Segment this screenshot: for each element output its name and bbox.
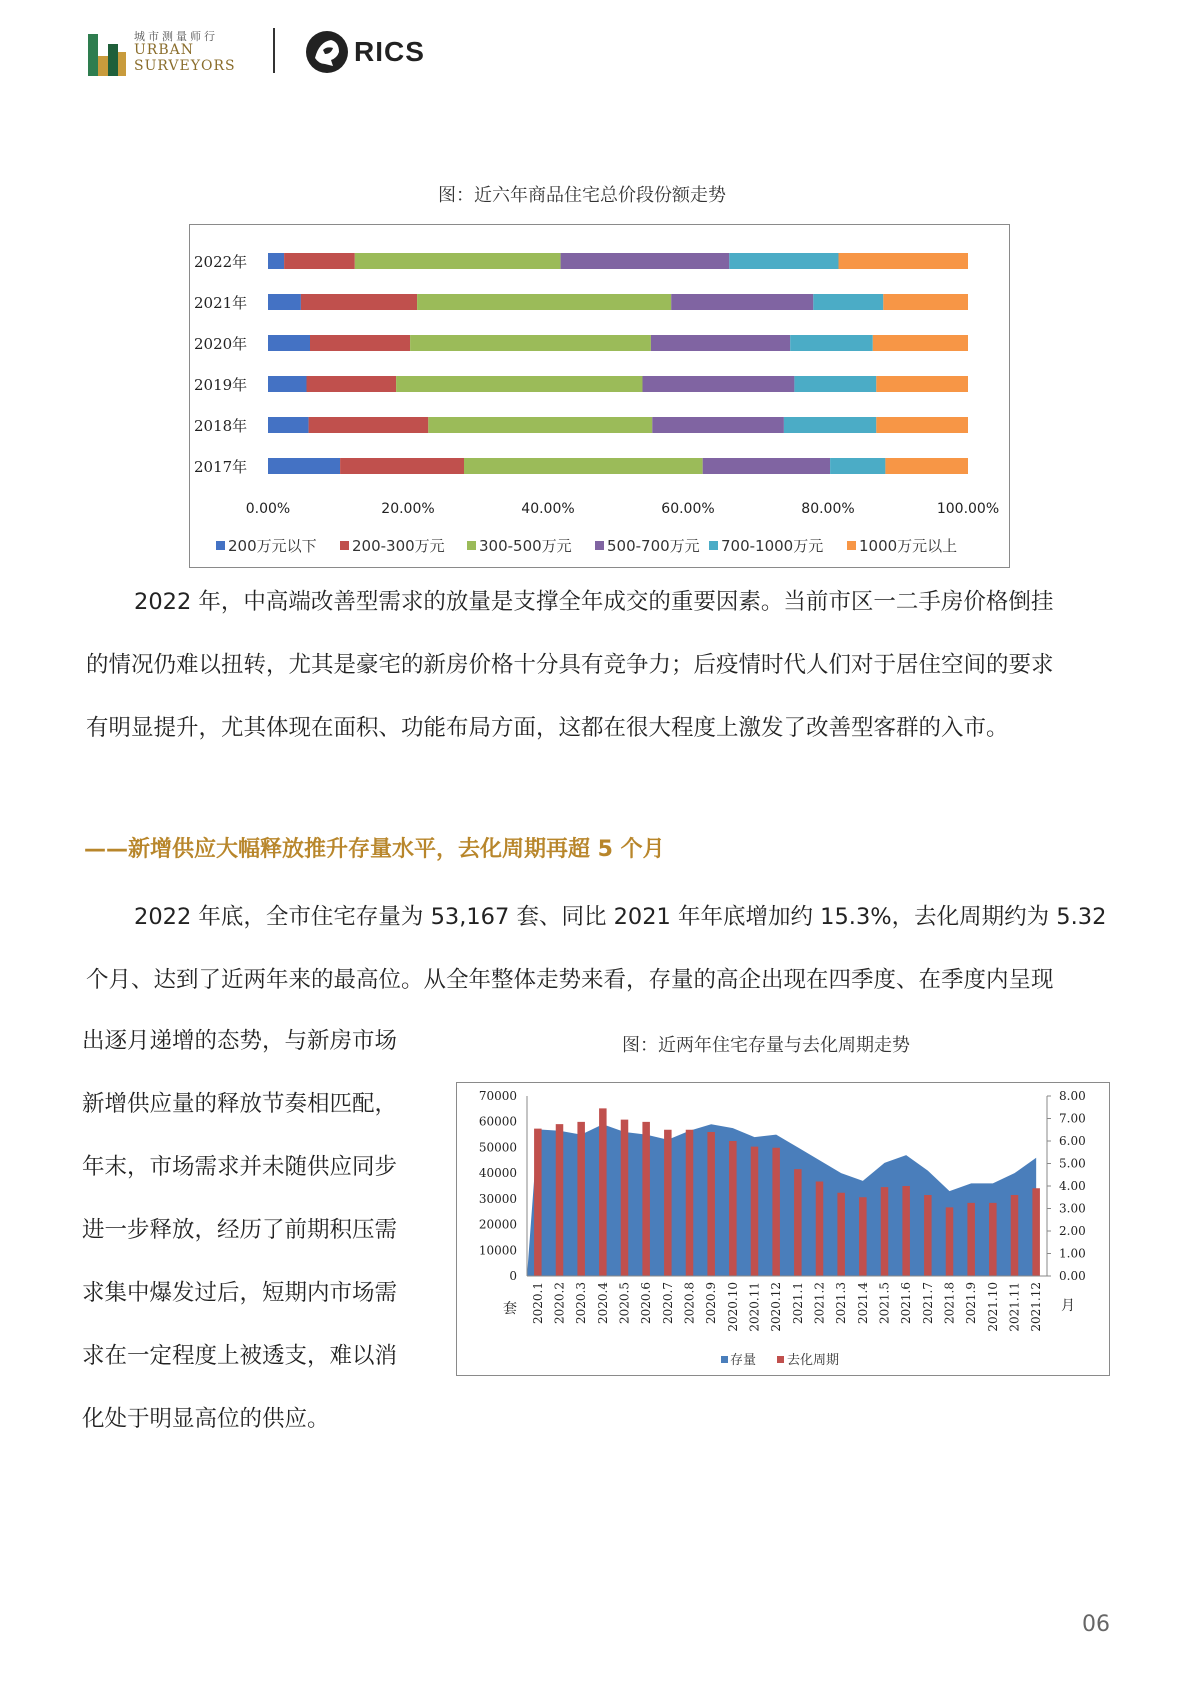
right-tick-label: 1.00 [1059,1246,1086,1261]
bar-category-label: 2017年 [194,458,248,476]
right-tick-label: 5.00 [1059,1156,1086,1171]
x-category-label: 2021.1 [790,1282,805,1324]
x-category-label: 2021.6 [899,1282,914,1324]
absorption-bar [946,1207,954,1276]
x-category-label: 2020.9 [704,1282,719,1324]
bar-category-label: 2022年 [194,253,248,271]
header-divider [273,28,275,73]
x-category-label: 2021.3 [834,1282,849,1324]
x-category-label: 2020.5 [617,1282,632,1324]
absorption-bar [686,1130,694,1276]
absorption-bar [1011,1195,1019,1276]
absorption-bar [534,1129,542,1276]
left-tick-label: 0 [509,1269,517,1283]
right-axis-unit-label: 月 [1061,1298,1075,1314]
bar-category-label: 2018年 [194,417,248,435]
right-tick-label: 0.00 [1059,1269,1086,1283]
x-category-label: 2021.10 [985,1282,1000,1332]
x-category-label: 2021.8 [942,1282,957,1324]
side-text-line-1: 出逐月递增的态势，与新房市场 [82,1028,398,1054]
absorption-bar [967,1203,975,1276]
x-category-label: 2021.11 [1007,1282,1022,1332]
absorption-bar [577,1122,585,1276]
legend-label: 200-300万元 [352,537,445,555]
stacked-bar-segment [839,253,969,269]
stacked-bar-segment [268,417,309,433]
stacked-bar-segment [830,458,885,474]
figure2-frame [456,1082,1110,1376]
paragraph-2 [86,886,1126,1012]
absorption-bar [556,1124,564,1276]
legend-label: 去化周期 [787,1353,840,1368]
legend-label: 300-500万元 [479,537,572,555]
side-text-line-5: 求集中爆发过后，短期内市场需 [82,1280,398,1306]
stacked-bar-segment [307,376,397,392]
stacked-bar-segment [410,335,651,351]
x-category-label: 2020.4 [595,1282,610,1324]
right-tick-label: 2.00 [1059,1224,1086,1238]
x-category-label: 2021.5 [877,1282,892,1324]
stacked-bar-segment [464,458,703,474]
left-axis-unit-label: 套 [503,1301,517,1317]
paragraph-1-line-1: 2022 年，中高端改善型需求的放量是支撑全年成交的重要因素。当前市区一二手房价格倒挂 [134,589,1054,615]
legend-swatch [216,541,225,550]
absorption-bar [751,1147,759,1276]
legend-label: 200万元以下 [228,537,317,555]
bar-category-label: 2021年 [194,294,248,312]
paragraph-2-line-1: 2022 年底，全市住宅存量为 53,167 套、同比 2021 年年底增加约 15.3%，去化周期约为 5.32 [134,904,1107,930]
rics-logo-text: RICS [354,36,425,67]
absorption-bar [881,1187,889,1276]
absorption-bar [924,1195,932,1276]
legend-swatch [847,541,856,550]
stacked-bar-segment [784,417,876,433]
stacked-bar-segment [396,376,642,392]
x-tick-label: 60.00% [661,501,715,517]
x-category-label: 2020.12 [769,1282,784,1332]
side-text [82,1010,442,1451]
stacked-bar-segment [671,294,813,310]
stacked-bar-segment [309,417,429,433]
left-tick-label: 20000 [478,1217,517,1232]
right-tick-label: 3.00 [1059,1201,1086,1216]
stock-and-absorption-chart [457,1083,1109,1375]
stacked-bar-segment [876,376,968,392]
absorption-bar [707,1132,715,1276]
x-category-label: 2020.8 [682,1282,697,1324]
section-heading: ——新增供应大幅释放推升存量水平，去化周期再超 5 个月 [84,837,665,862]
x-tick-label: 20.00% [381,501,435,517]
stacked-bar-segment [355,253,561,269]
absorption-bar [989,1203,997,1276]
absorption-bar [902,1186,910,1276]
stacked-bar-segment [813,294,883,310]
stacked-bar-segment [885,458,968,474]
x-tick-label: 0.00% [245,501,291,517]
legend-swatch [340,541,349,550]
right-tick-label: 6.00 [1059,1134,1086,1148]
right-tick-label: 4.00 [1059,1179,1086,1193]
left-tick-label: 70000 [478,1089,517,1103]
legend-swatch [467,541,476,550]
stacked-bar-segment [883,294,968,310]
absorption-bar [816,1182,824,1277]
left-tick-label: 30000 [478,1191,517,1206]
absorption-bar [794,1169,802,1276]
bar-category-label: 2019年 [194,376,248,394]
stacked-bar-chart [190,225,1009,567]
absorption-bar [772,1148,780,1276]
paragraph-1-line-2: 的情况仍难以扭转，尤其是豪宅的新房价格十分具有竞争力；后疫情时代人们对于居住空间的要求 [86,652,1054,678]
x-category-label: 2020.10 [725,1282,740,1332]
legend-label: 700-1000万元 [721,537,824,555]
side-text-line-7: 化处于明显高位的供应。 [82,1406,330,1432]
x-category-label: 2021.2 [812,1282,827,1324]
legend-swatch [777,1356,784,1363]
x-category-label: 2020.1 [530,1282,545,1324]
absorption-bar [729,1141,737,1276]
absorption-bar [859,1197,867,1276]
brand-en-line1: URBAN [134,42,194,58]
stacked-bar-segment [268,376,307,392]
paragraph-1 [86,571,1126,760]
absorption-bar [1032,1188,1040,1276]
stacked-bar-segment [652,417,784,433]
brand-cn-name: 城市测量师行 [134,30,218,43]
bar-category-label: 2020年 [194,335,248,353]
figure1-frame [189,224,1010,568]
stacked-bar-segment [268,294,301,310]
figure2-title: 图：近两年住宅存量与去化周期走势 [622,1035,910,1056]
page-number: 06 [1082,1612,1110,1637]
stacked-bar-segment [794,376,876,392]
paragraph-2-line-2: 个月、达到了近两年来的最高位。从全年整体走势来看，存量的高企出现在四季度、在季度内呈现 [86,967,1054,993]
stacked-bar-segment [643,376,795,392]
absorption-bar [599,1108,607,1276]
legend-label: 500-700万元 [607,537,700,555]
absorption-bar [642,1122,650,1276]
x-category-label: 2020.3 [574,1282,589,1324]
stacked-bar-segment [790,335,873,351]
stacked-bar-segment [284,253,355,269]
urban-surveyors-logo-mark [86,30,130,80]
left-tick-label: 10000 [478,1243,517,1258]
x-tick-label: 40.00% [521,501,575,517]
left-tick-label: 60000 [478,1114,517,1129]
left-tick-label: 40000 [478,1166,517,1181]
side-text-line-2: 新增供应量的释放节奏相匹配， [82,1091,398,1117]
legend-swatch [709,541,718,550]
x-category-label: 2020.7 [660,1282,675,1324]
stacked-bar-segment [310,335,410,351]
legend-label: 1000万元以上 [859,537,958,555]
x-category-label: 2020.2 [552,1282,567,1324]
left-tick-label: 50000 [478,1140,517,1155]
side-text-line-6: 求在一定程度上被透支，难以消 [82,1343,398,1369]
brand-en-line2: SURVEYORS [134,58,236,74]
stacked-bar-segment [876,417,968,433]
absorption-bar [664,1130,672,1276]
stacked-bar-segment [268,335,310,351]
legend-label: 存量 [730,1353,757,1368]
x-tick-label: 80.00% [801,501,855,517]
stacked-bar-segment [268,458,340,474]
figure1-title: 图：近六年商品住宅总价段份额走势 [438,185,726,206]
x-category-label: 2021.4 [855,1282,870,1324]
side-text-line-3: 年末，市场需求并未随供应同步 [82,1154,398,1180]
stacked-bar-segment [729,253,838,269]
stacked-bar-segment [268,253,284,269]
stacked-bar-segment [561,253,730,269]
right-tick-label: 8.00 [1059,1089,1086,1103]
legend-swatch [595,541,604,550]
right-tick-label: 7.00 [1059,1111,1086,1126]
x-category-label: 2020.6 [639,1282,654,1324]
absorption-bar [621,1120,629,1276]
stacked-bar-segment [340,458,464,474]
stacked-bar-segment [703,458,830,474]
stacked-bar-segment [301,294,417,310]
x-category-label: 2021.12 [1029,1282,1044,1332]
side-text-line-4: 进一步释放，经历了前期积压需 [82,1217,398,1243]
x-category-label: 2021.7 [920,1282,935,1324]
x-category-label: 2021.9 [964,1282,979,1324]
stacked-bar-segment [651,335,790,351]
stacked-bar-segment [417,294,671,310]
rics-lion-icon [303,28,351,76]
legend-swatch [721,1356,728,1363]
absorption-bar [837,1193,845,1276]
paragraph-1-line-3: 有明显提升，尤其体现在面积、功能布局方面，这都在很大程度上激发了改善型客群的入市。 [86,715,1009,741]
x-category-label: 2020.11 [747,1282,762,1332]
stacked-bar-segment [873,335,968,351]
x-tick-label: 100.00% [936,501,1000,517]
stacked-bar-segment [428,417,652,433]
